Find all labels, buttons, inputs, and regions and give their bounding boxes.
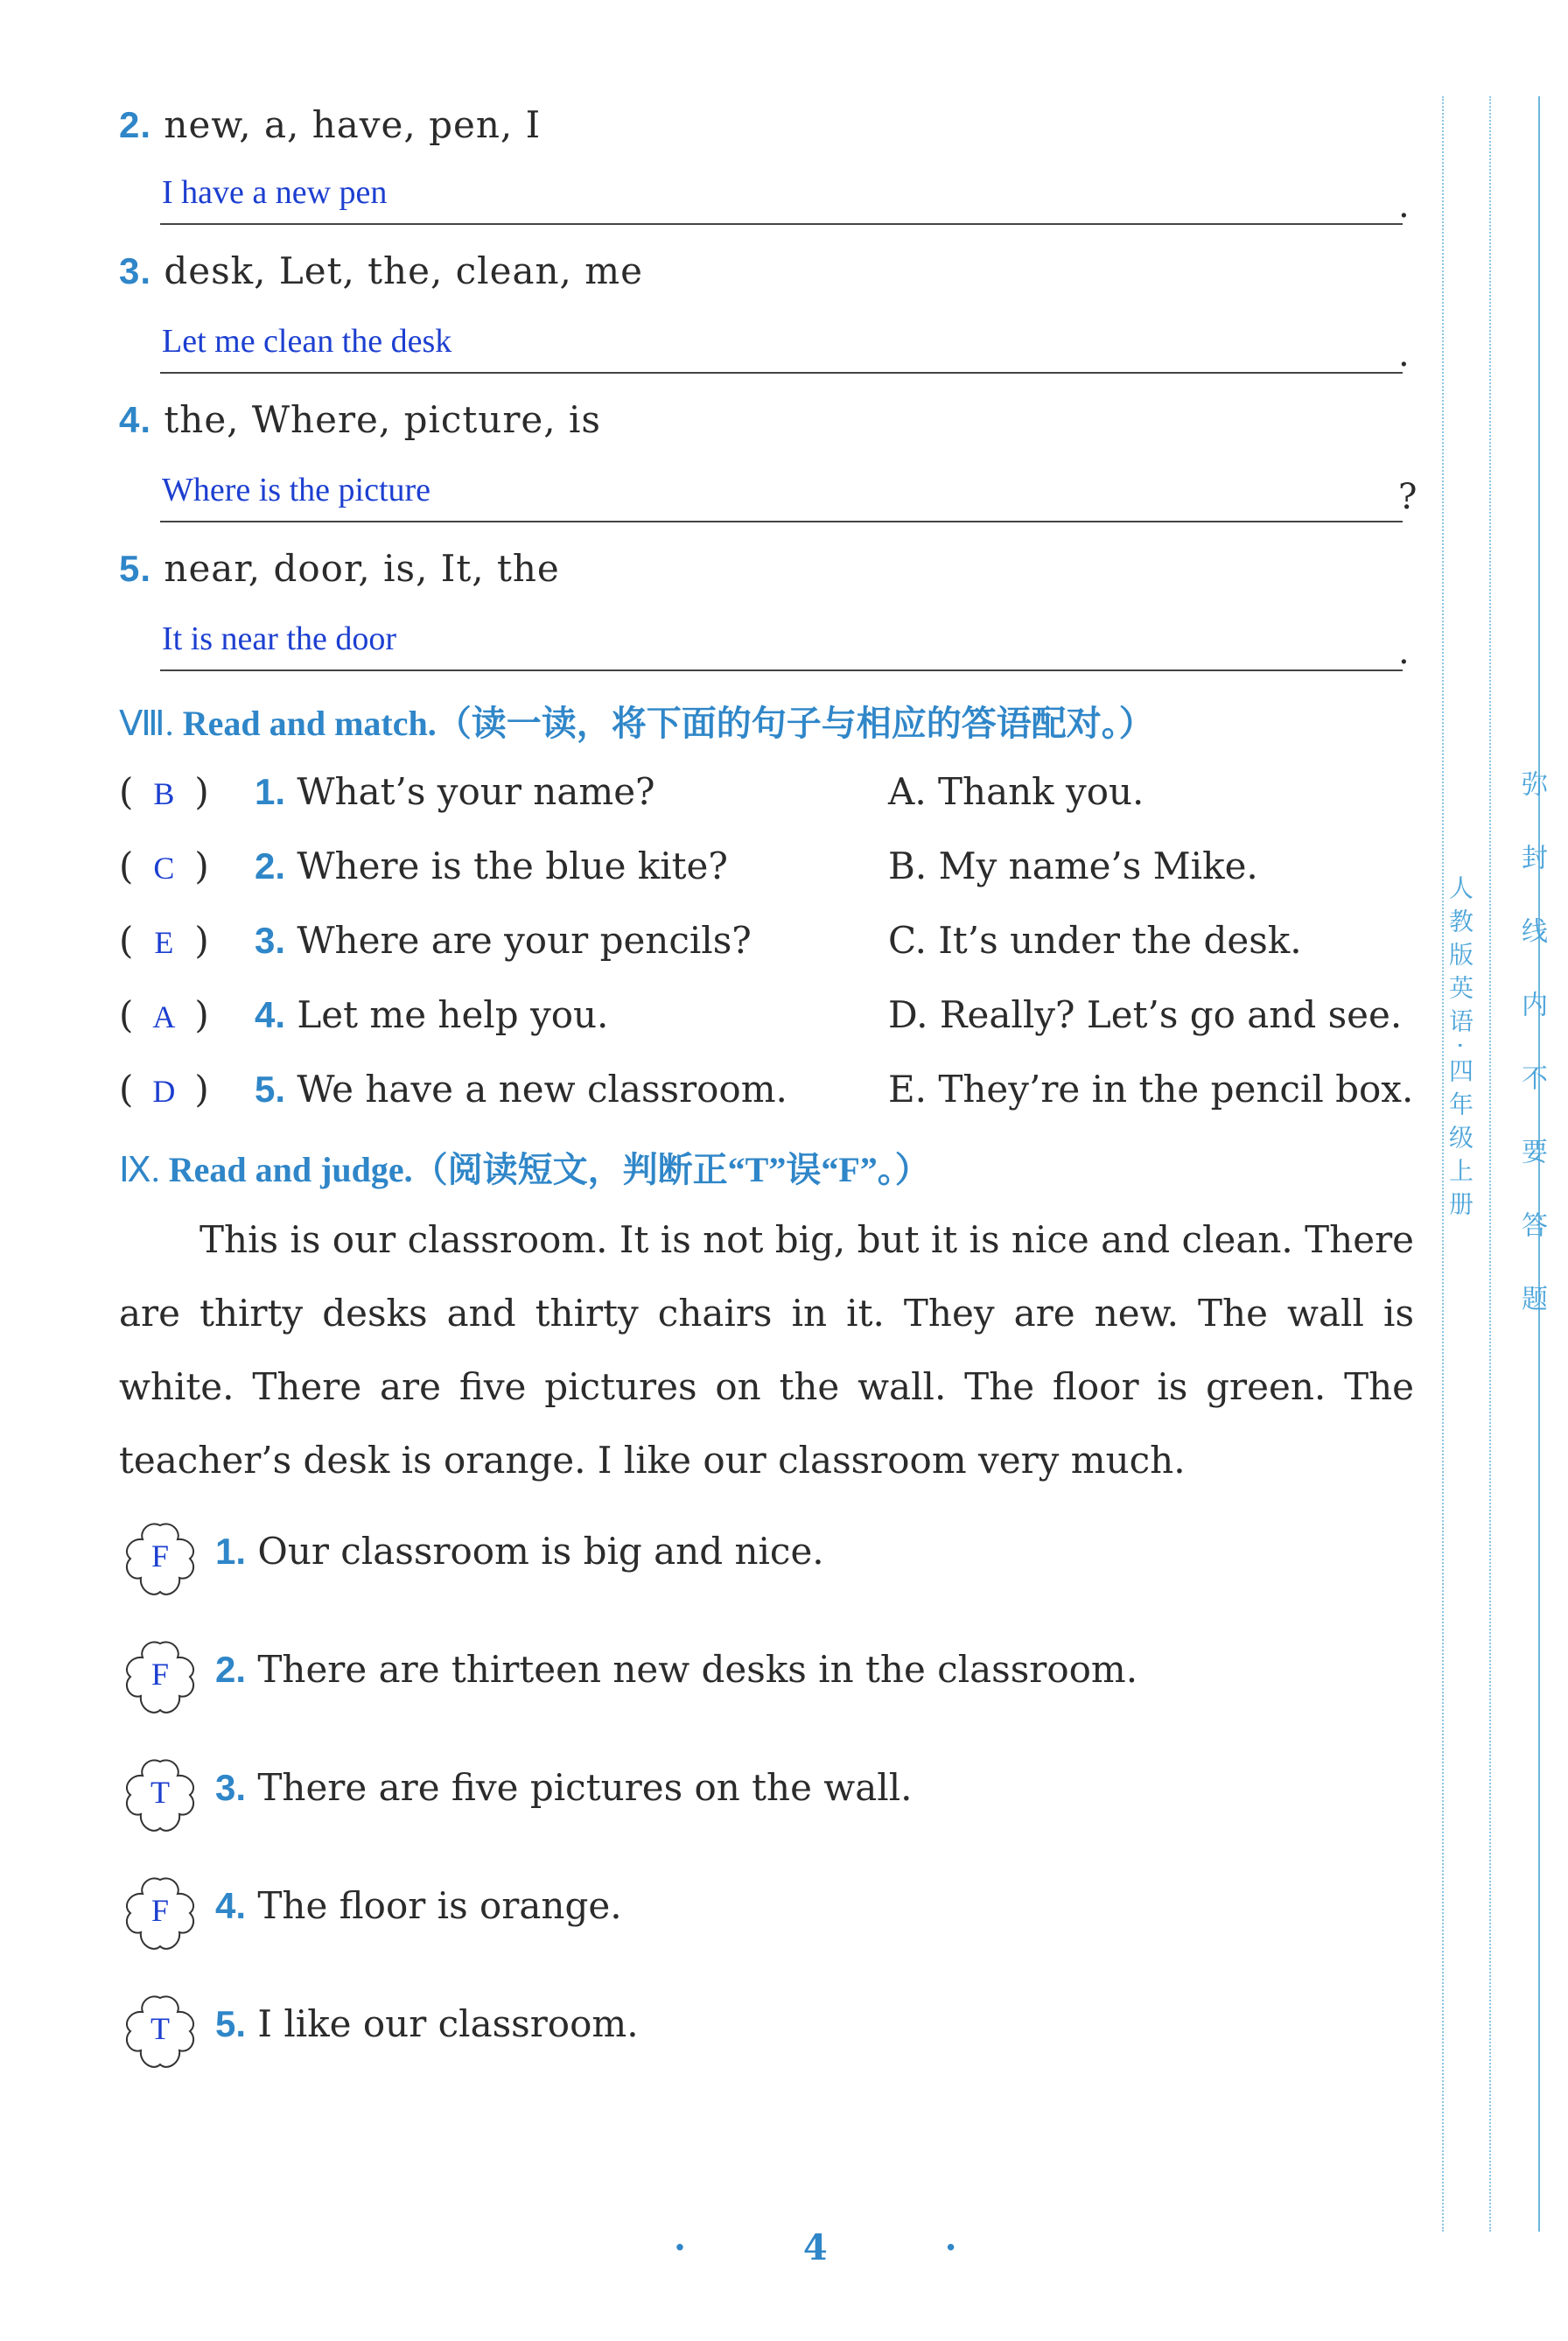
judge-flower-1[interactable]: F <box>118 1518 202 1602</box>
answer-3[interactable]: Let me clean the desk <box>162 323 452 360</box>
match-answer-1[interactable]: B <box>153 776 175 811</box>
match-option-d: D. Really? Let’s go and see. <box>888 993 1403 1036</box>
judge-item-4: 4. The floor is orange. <box>215 1884 622 1927</box>
judge-item-5: 5. I like our classroom. <box>215 2002 639 2045</box>
judge-flower-5[interactable]: T <box>118 1991 202 2075</box>
answer-line-4 <box>160 521 1403 522</box>
match-item-1: ( B ) 1. What’s your name? <box>119 770 655 813</box>
match-option-e: E. They’re in the pencil box. <box>888 1068 1414 1111</box>
end-mark-2: . <box>1398 186 1410 226</box>
match-item-2: ( C ) 2. Where is the blue kite? <box>119 845 728 887</box>
match-answer-4[interactable]: A <box>152 999 176 1034</box>
match-item-5: ( D ) 5. We have a new classroom. <box>119 1068 788 1111</box>
end-mark-3: . <box>1398 334 1410 375</box>
reading-passage: This is our classroom. It is not big, but it is nice and clean. There are thirty desks and thirty chairs in it. They are new. The wall is white. There are five pictures on the wall. The floor is green. The teacher’s desk is orange. I like our classroom very much. <box>119 1218 1414 1482</box>
answer-line-5 <box>160 669 1403 671</box>
match-item-4: ( A ) 4. Let me help you. <box>119 993 609 1036</box>
answer-line-3 <box>160 372 1403 374</box>
binding-dotted-line-2 <box>1489 96 1491 2232</box>
judge-flower-2[interactable]: F <box>118 1637 202 1721</box>
end-mark-5: . <box>1398 632 1410 672</box>
seal-line-notice: 弥封线内不要答题 <box>1516 770 1547 1358</box>
book-title-vertical: 人教版英语·四年级上册 <box>1446 875 1474 1224</box>
answer-5[interactable]: It is near the door <box>162 620 397 657</box>
judge-item-1: 1. Our classroom is big and nice. <box>215 1530 824 1573</box>
section-8-title: Ⅷ. Read and match.（读一读，将下面的句子与相应的答语配对。） <box>119 704 1154 743</box>
judge-item-2: 2. There are thirteen new desks in the classroom. <box>215 1648 1138 1691</box>
section-9-title: Ⅸ. Read and judge.（阅读短文，判断正“T”误“F”。） <box>119 1150 930 1189</box>
question-5: 5. near, door, is, It, the <box>119 547 560 590</box>
question-3: 3. desk, Let, the, clean, me <box>119 249 643 292</box>
end-mark-4: ? <box>1398 477 1418 517</box>
match-answer-5[interactable]: D <box>152 1074 176 1109</box>
match-option-a: A. Thank you. <box>888 770 1144 813</box>
match-answer-3[interactable]: E <box>154 925 174 960</box>
judge-flower-3[interactable]: T <box>118 1755 202 1839</box>
match-option-b: B. My name’s Mike. <box>888 845 1258 887</box>
answer-2[interactable]: I have a new pen <box>162 174 388 211</box>
answer-4[interactable]: Where is the picture <box>162 472 431 508</box>
judge-item-3: 3. There are five pictures on the wall. <box>215 1766 913 1809</box>
match-item-3: ( E ) 3. Where are your pencils? <box>119 919 752 962</box>
match-option-c: C. It’s under the desk. <box>888 919 1302 962</box>
question-2: 2. new, a, have, pen, I <box>119 103 542 146</box>
page-number: · 4 · <box>674 2227 1010 2268</box>
answer-line-2 <box>160 223 1403 225</box>
question-4: 4. the, Where, picture, is <box>119 398 601 441</box>
match-answer-2[interactable]: C <box>153 851 175 886</box>
judge-flower-4[interactable]: F <box>118 1873 202 1957</box>
